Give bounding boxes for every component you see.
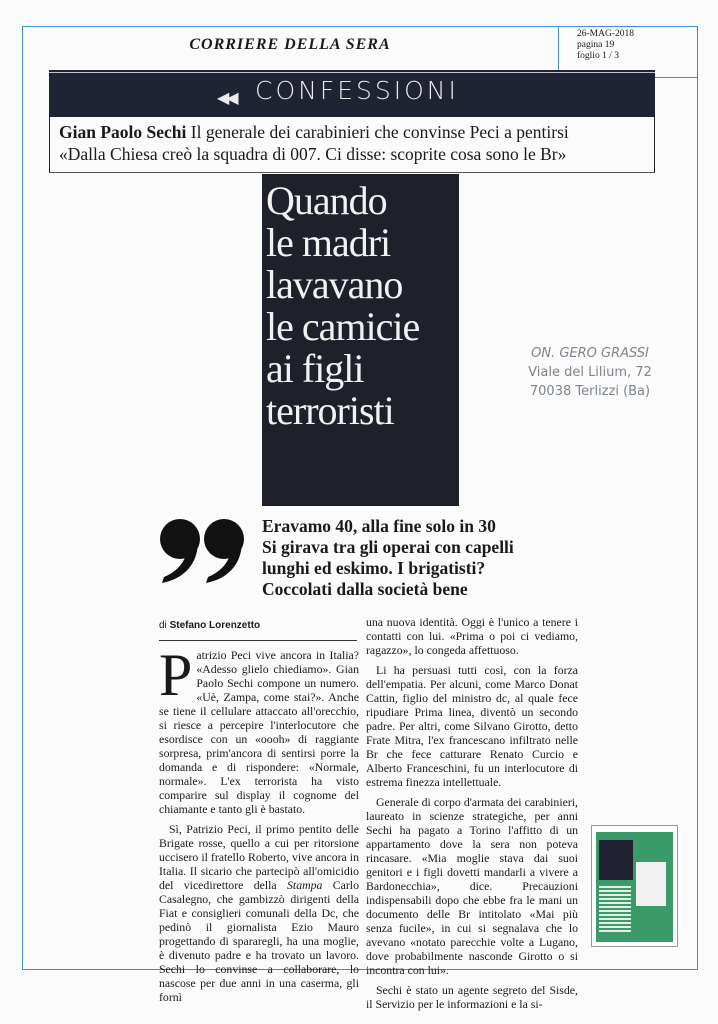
headline [262, 174, 459, 506]
article-column-right [366, 615, 578, 1017]
pull-quote [262, 516, 562, 600]
article-column-left [159, 642, 359, 1010]
article-paragraph: Patrizio Peci vive ancora in Italia? «Adesso glielo chiediamo». Gian Paolo Sechi compone un numero. «Uè, Zampa, come stai?». Anche se tiene il cellulare attaccato all'orecchio, si riesce a percepire l'interlocutore che esordisce con un «oooh» di raggiante sorpresa, prim'ancora di sentirsi porre la domanda e di rispondere: «Normale, normale». L'ex terrorista ha visto comparire sul display il cognome del chiamante e tanto gli è bastato. [159, 642, 359, 816]
quote-mark-icon [158, 515, 250, 585]
byline-divider [159, 640, 357, 641]
headline-line: le camicie [266, 304, 420, 349]
stamp-city: 70038 Terlizzi (Ba) [529, 384, 651, 399]
subject-name: Gian Paolo Sechi [59, 122, 187, 142]
headline-line: le madri [266, 220, 391, 265]
headline-line: terroristi [266, 388, 394, 433]
section-label: CONFESSIONI [255, 76, 459, 105]
pull-quote-line: Eravamo 40, alla fine solo in 30 [262, 516, 496, 536]
byline-prefix: di [159, 620, 167, 631]
clipping-page: pagina 19 [577, 40, 615, 50]
stamp-street: Viale del Lilium, 72 [528, 365, 652, 380]
pull-quote-line: Si girava tra gli operai con capelli [262, 537, 514, 557]
section-banner [49, 70, 655, 117]
double-arrow-icon: ◀◀ [217, 90, 236, 107]
clipping-sheet: foglio 1 / 3 [577, 51, 619, 61]
headline-line: Quando [266, 178, 387, 223]
article-paragraph: Sechi è stato un agente segreto del Sisde, il Servizio per le informazioni e la si- [366, 983, 578, 1011]
address-stamp [510, 344, 670, 401]
subheadline [49, 117, 655, 173]
article-paragraph: Sì, Patrizio Peci, il primo pentito delle Brigate rosse, quello a cui per ritorsione uccisero il fratello Roberto, vive ancora in Italia. Il sicario che partecipò all'omicidio del vicedirettore della Stampa Carlo Casalegno, che gambizzò dirigenti della Fiat e consiglieri comunali della Dc, che pedinò il giornalista Ezio Mauro progettando di spararegli, ha una moglie, è divenuto padre e ha trovato un lavoro. Sechi lo convinse a collaborare, lo nascose per due anni in una caserma, gli fornì [159, 822, 359, 1004]
article-paragraph: una nuova identità. Oggi è l'unico a tenere i contatti con lui. «Prima o poi ci vediamo, ragazzo», lo congeda affettuoso. [366, 615, 578, 657]
article-paragraph: Generale di corpo d'armata dei carabinieri, laureato in scienze strategiche, per anni Sechi ha pagato a Torino l'affitto di un appartamento dove la sera non poteva rincasare. «Mia moglie stava dai suoi genitori e i figli dovetti mandarli a vivere a Bardonecchia», dice. Precauzioni indispensabili dopo che ebbe fra le mani un documento delle Br intitolato «Mai più senza fucile», in cui si segnalava che lo avevano «notato parecchie volte a Lugano, dove probabilmente nasconde Girotto o si incontra con lui». [366, 795, 578, 977]
author-name: Stefano Lorenzetto [169, 620, 261, 631]
newspaper-title: CORRIERE DELLA SERA [189, 36, 391, 53]
stamp-name: ON. GERO GRASSI [531, 346, 649, 361]
subhead-line-2: «Dalla Chiesa creò la squadra di 007. Ci disse: scoprite cosa sono le Br» [59, 144, 567, 164]
page-thumbnail [591, 825, 678, 947]
pull-quote-line: lunghi ed eskimo. I brigatisti? [262, 558, 486, 578]
headline-line: ai figli [266, 346, 364, 391]
byline [159, 620, 359, 631]
thumbnail-photo [599, 840, 633, 880]
subhead-line-1: Il generale dei carabinieri che convinse Peci a pentirsi [190, 122, 569, 142]
pull-quote-line: Coccolati dalla società bene [262, 579, 468, 599]
article-paragraph: Li ha persuasi tutti così, con la forza dell'empatia. Per alcuni, come Marco Donat Cattin, figlio del ministro dc, al quale fece ripudiare Prima linea, diventò un secondo padre. Per altri, come Silvano Girotto, detto Frate Mitra, l'ex francescano infiltrato nelle Br che fece catturare Renato Curcio e Alberto Franceschini, fu un interlocutore di estrema finezza intellettuale. [366, 663, 578, 789]
headline-line: lavavano [266, 262, 403, 307]
drop-cap: P [159, 642, 193, 708]
clipping-date: 26-MAG-2018 [577, 29, 634, 39]
